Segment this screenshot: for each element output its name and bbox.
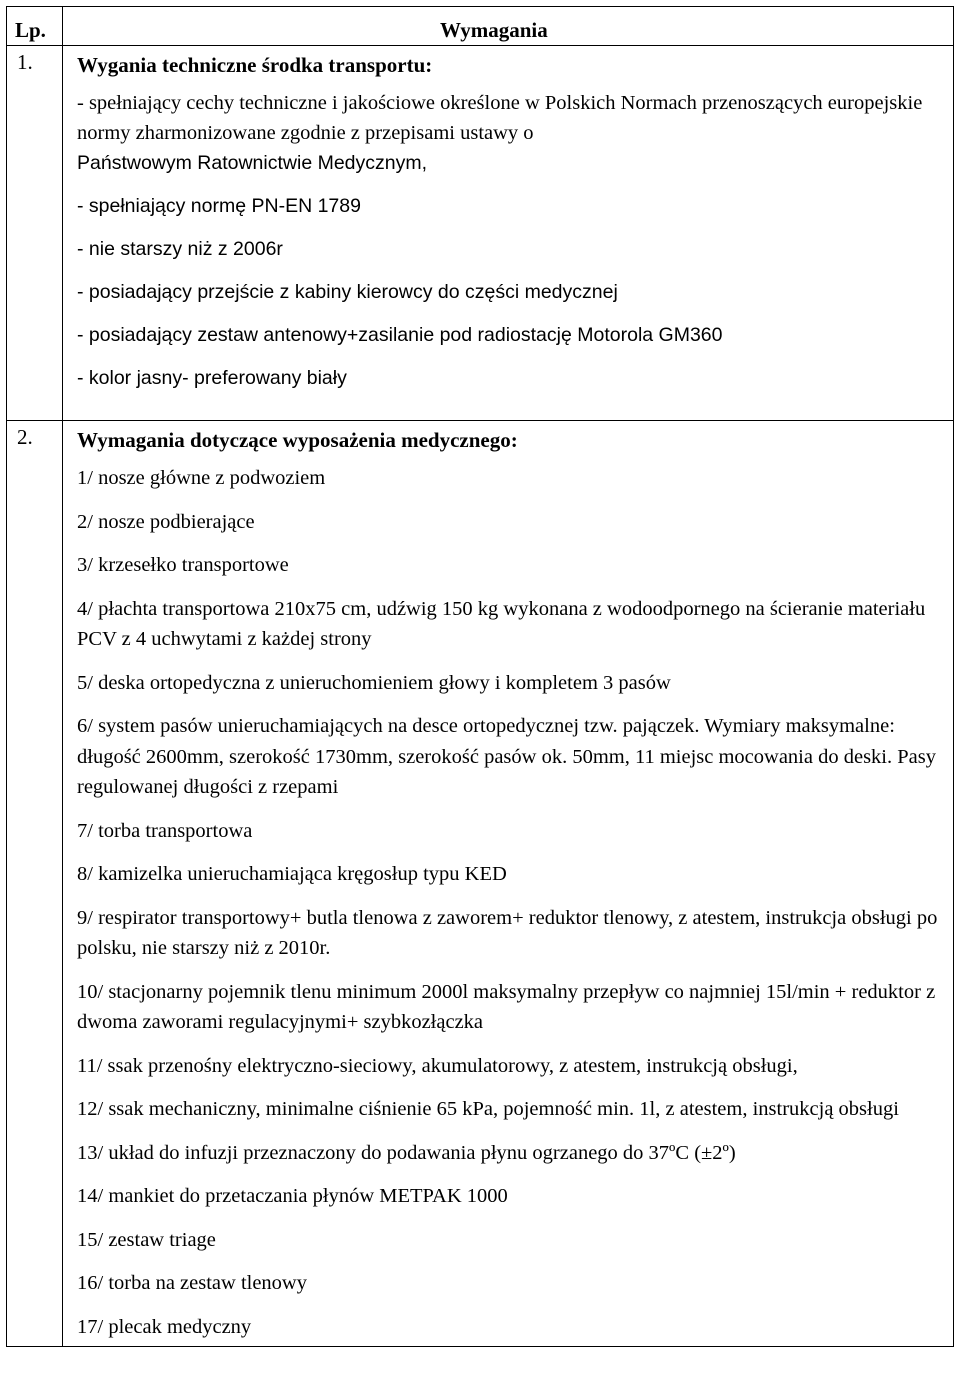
- table-row-section-2: [7, 421, 954, 1347]
- passage-requirement: - posiadający przejście z kabiny kierowcy do części medycznej: [77, 281, 618, 303]
- list-item: 11/ ssak przenośny elektryczno-sieciowy, akumulatorowy, z atestem, instrukcją obsługi,: [77, 1054, 798, 1077]
- list-item: 1/ nosze główne z podwoziem: [77, 467, 326, 489]
- table-header-row: [7, 7, 954, 46]
- antenna-requirement: - posiadający zestaw antenowy+zasilanie pod radiostację Motorola GM360: [77, 324, 723, 346]
- section-1-content-cell: [63, 46, 954, 421]
- section-2-title: Wymagania dotyczące wyposażenia medycznego:: [77, 428, 518, 452]
- requirements-table: [6, 6, 954, 1347]
- equipment-list: [63, 463, 953, 1346]
- norms-requirement-tail: Państwowym Ratownictwie Medycznym,: [77, 152, 428, 174]
- pn-en-requirement: - spełniający normę PN-EN 1789: [77, 195, 361, 217]
- list-item: 15/ zestaw triage: [77, 1228, 216, 1251]
- list-item: 9/ respirator transportowy+ butla tlenowa z zaworem+ reduktor tlenowy, z atestem, instrukcja obsługi po polsku, nie starszy niż z 2010r.: [77, 906, 938, 959]
- lp-column-header: [7, 7, 63, 46]
- color-requirement: - kolor jasny- preferowany biały: [77, 367, 347, 389]
- list-item: 17/ plecak medyczny: [77, 1315, 252, 1338]
- list-item: 8/ kamizelka unieruchamiająca kręgosłup typu KED: [77, 863, 507, 885]
- list-item: 6/ system pasów unieruchamiających na desce ortopedycznej tzw. pajączek. Wymiary maksymalne: długość 2600mm, szerokość 1730mm, szerokość pasów ok. 50mm, 11 miejsc mocowania do deski. Pasy regulowanej długości z rzepami: [77, 715, 936, 798]
- list-item: 3/ krzesełko transportowe: [77, 554, 289, 576]
- list-item: 14/ mankiet do przetaczania płynów METPAK 1000: [77, 1185, 508, 1207]
- requirements-column-header: [63, 7, 954, 46]
- table-row-section-1: [7, 46, 954, 421]
- list-item: 4/ płachta transportowa 210x75 cm, udźwig 150 kg wykonana z wodoodpornego na ścieranie materiału PCV z 4 uchwytami z każdej strony: [77, 597, 926, 650]
- list-item: 16/ torba na zestaw tlenowy: [77, 1272, 307, 1294]
- list-item: 12/ ssak mechaniczny, minimalne ciśnienie 65 kPa, pojemność min. 1l, z atestem, instrukcją obsługi: [77, 1098, 899, 1120]
- list-item: 5/ deska ortopedyczna z unieruchomieniem głowy i kompletem 3 pasów: [77, 671, 671, 694]
- age-requirement: - nie starszy niż z 2006r: [77, 238, 283, 260]
- section-1-number: 1.: [17, 50, 33, 74]
- norms-requirement-text: - spełniający cechy techniczne i jakościowe określone w Polskich Normach przenoszących europejskie normy zharmonizowane zgodnie z przepisami ustawy o: [77, 92, 923, 144]
- section-1-title: Wygania techniczne środka transportu:: [77, 53, 433, 77]
- norms-requirement: [77, 88, 945, 178]
- list-item: 7/ torba transportowa: [77, 819, 253, 842]
- list-item: 10/ stacjonarny pojemnik tlenu minimum 2000l maksymalny przepływ co najmniej 15l/min + reduktor z dwoma zaworami regulacyjnymi+ szybkozłączka: [77, 980, 936, 1033]
- section-1-number-cell: [7, 46, 63, 421]
- section-2-content-cell: [63, 421, 954, 1347]
- requirements-header-text: Wymagania: [440, 18, 548, 42]
- list-item: 13/ układ do infuzji przeznaczony do podawania płynu ogrzanego do 37ºC (±2º): [77, 1141, 736, 1164]
- list-item: 2/ nosze podbierające: [77, 510, 255, 533]
- section-2-number-cell: [7, 421, 63, 1347]
- lp-header-text: Lp.: [15, 18, 46, 42]
- section-2-number: 2.: [17, 425, 33, 449]
- document-page: [6, 6, 954, 1398]
